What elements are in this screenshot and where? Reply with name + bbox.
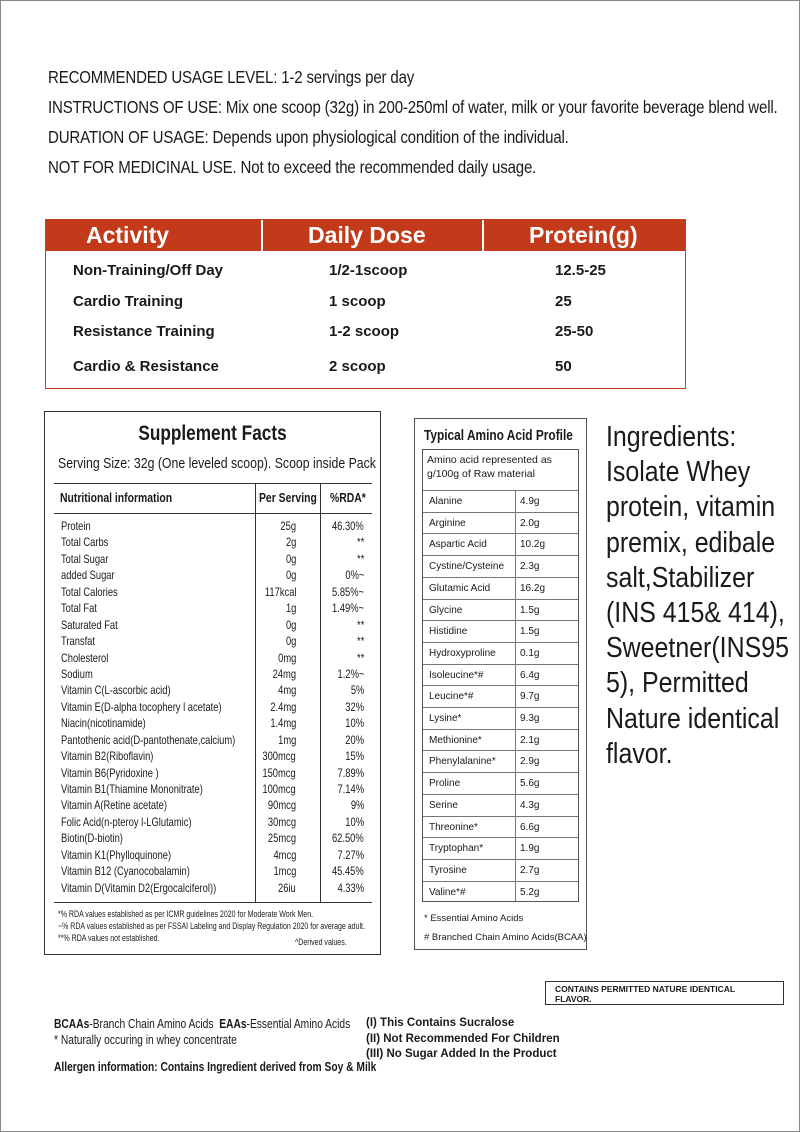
rda-value: 4.33% (337, 880, 364, 895)
amino-name: Hydroxyproline (429, 647, 496, 659)
nutrient-name: Total Calories (61, 584, 118, 599)
nutrition-row (54, 600, 372, 616)
per-serving-value: 0mg (277, 650, 296, 665)
nutrition-row (54, 682, 372, 698)
footer-notes (366, 1016, 560, 1063)
amino-value: 2.1g (520, 734, 540, 746)
ingredients-line: Nature identical (606, 702, 780, 735)
nutrition-row (54, 666, 372, 682)
nutrient-name: Total Carbs (61, 535, 109, 550)
nutrient-name: Cholesterol (61, 650, 109, 665)
amino-row (423, 859, 578, 882)
abbreviations-line (54, 1016, 376, 1032)
ingredients-line: 5), Permitted (606, 667, 749, 700)
nutrition-row (54, 567, 372, 583)
per-serving-value: 1.4mg (269, 716, 296, 731)
per-serving-value: 0g (285, 568, 296, 583)
contains-line: FLAVOR. (555, 994, 592, 1004)
ingredients-line: premix, edibale (606, 526, 776, 559)
nutrition-row (54, 830, 372, 846)
per-serving-value: 25mcg (267, 831, 296, 846)
amino-name: Tyrosine (429, 864, 467, 876)
per-serving-value: 2g (285, 535, 296, 550)
serving-size: Serving Size: 32g (One leveled scoop). Scoop inside Pack (58, 455, 376, 472)
ingredients-line: Isolate Whey (606, 456, 751, 489)
activity-name: Cardio Training (73, 293, 184, 310)
amino-row (423, 707, 578, 730)
duration-line: DURATION OF USAGE: Depends upon physiological condition of the individual. (48, 127, 569, 147)
no-sugar-note: (III) No Sugar Added In the Product (366, 1048, 557, 1060)
amino-acid-profile (414, 418, 587, 950)
rda-value: 1.2%~ (337, 666, 364, 681)
rda-footnote-icmr: *% RDA values established as per ICMR guidelines 2020 for Moderate Work Men. (58, 909, 314, 919)
header-rda: %RDA* (330, 490, 366, 505)
amino-row (423, 664, 578, 687)
eaa-abbr: EAAs (219, 1017, 247, 1031)
activity-protein: 50 (555, 358, 572, 375)
nutrient-name: Niacin(nicotinamide) (61, 716, 146, 731)
amino-value: 9.3g (520, 713, 540, 724)
nutrient-name: Saturated Fat (61, 617, 118, 632)
per-serving-value: 0g (285, 634, 296, 649)
nutrition-row (54, 814, 372, 830)
nutrient-name: Vitamin C(L-ascorbic acid) (61, 683, 171, 698)
bcaa-definition: -Branch Chain Amino Acids (89, 1017, 220, 1031)
amino-value: 2.0g (520, 517, 540, 529)
amino-value: 6.4g (520, 669, 540, 681)
amino-value: 10.2g (520, 539, 546, 551)
nutrition-row (54, 748, 372, 764)
activity-dose-table (45, 219, 686, 389)
rda-value: ** (356, 617, 364, 632)
per-serving-value: 117kcal (264, 584, 296, 599)
rda-footnote-fssai: ~% RDA values established as per FSSAI Labeling and Display Regulation 2020 for average adult. (58, 921, 365, 931)
nutrient-name: Total Fat (61, 601, 97, 616)
nutrition-row (54, 617, 372, 633)
supplement-facts-panel (44, 411, 381, 955)
amino-name: Alanine (429, 496, 463, 507)
amino-value: 5.6g (520, 778, 540, 790)
nutrient-name: Vitamin B6(Pyridoxine ) (61, 765, 159, 780)
rda-value: 0%~ (344, 568, 364, 583)
nutrition-row (54, 781, 372, 797)
nutrient-name: Biotin(D-biotin) (61, 831, 123, 846)
activity-name: Cardio & Resistance (73, 358, 219, 375)
header-nutritional-information: Nutritional information (60, 490, 173, 505)
amino-name: Cystine/Cysteine (429, 561, 505, 573)
amino-name: Methionine* (429, 734, 482, 746)
natural-whey-note: * Naturally occuring in whey concentrate (54, 1033, 237, 1047)
rda-value: 15% (345, 749, 364, 764)
amino-name: Glutamic Acid (429, 582, 491, 594)
nutrition-row (54, 847, 372, 863)
amino-name: Leucine*# (429, 691, 474, 703)
nutrition-row (54, 732, 372, 748)
amino-value: 2.7g (520, 864, 540, 876)
derived-values-note: ^Derived values. (295, 937, 347, 947)
per-serving-value: 100mcg (262, 782, 296, 796)
rda-value: 32% (345, 699, 364, 714)
per-serving-value: 2.4mg (269, 699, 296, 714)
divider (54, 513, 372, 514)
rda-value: 7.27% (337, 847, 364, 862)
amino-row (423, 555, 578, 578)
ingredients-line: (INS 415& 414), (606, 597, 785, 630)
amino-name: Serine (429, 799, 458, 811)
rda-value: 46.30% (332, 519, 364, 533)
eaa-definition: -Essential Amino Acids (246, 1017, 351, 1031)
divider (54, 483, 372, 484)
amino-row (423, 685, 578, 708)
ingredients-line: Sweetner(INS95 (606, 632, 789, 665)
amino-row (423, 642, 578, 665)
activity-protein: 25 (555, 293, 572, 310)
amino-name: Aspartic Acid (429, 539, 487, 551)
ingredients-line: flavor. (606, 737, 673, 770)
per-serving-value: 4mcg (273, 847, 296, 862)
activity-dose: 1/2-1scoop (329, 262, 408, 279)
per-serving-value: 150mcg (262, 765, 296, 780)
ingredients-line: salt,Stabilizer (606, 561, 755, 594)
rda-value: 1.49%~ (331, 601, 364, 616)
essential-note: * Essential Amino Acids (424, 913, 524, 924)
header-per-serving: Per Serving (259, 490, 317, 505)
activity-protein: 12.5-25 (555, 262, 606, 279)
nutrient-name: Protein (61, 519, 91, 533)
nutrition-row (54, 699, 372, 715)
amino-row (423, 772, 578, 795)
rda-value: ** (356, 634, 364, 649)
rda-value: 10% (345, 814, 364, 829)
nutrition-row (54, 551, 372, 567)
amino-row (423, 837, 578, 860)
amino-row (423, 816, 578, 839)
rda-value: 5% (350, 683, 364, 698)
nutrition-row (54, 797, 372, 813)
per-serving-value: 25g (280, 519, 296, 533)
amino-row (423, 750, 578, 773)
nutrient-name: Total Sugar (61, 551, 109, 566)
nutrition-row (54, 880, 372, 896)
divider (54, 902, 372, 903)
amino-value: 1.5g (520, 626, 540, 638)
header-protein: Protein(g) (482, 220, 685, 251)
activity-dose: 2 scoop (329, 358, 386, 375)
sucralose-note: (I) This Contains Sucralose (366, 1017, 515, 1029)
amino-name: Threonine* (429, 821, 478, 833)
amino-value: 5.2g (520, 886, 540, 898)
supplement-facts-title: Supplement Facts (138, 422, 287, 445)
allergen-information: Allergen information: Contains Ingredient derived from Soy & Milk (54, 1060, 377, 1074)
amino-row (423, 794, 578, 817)
rda-value: 5.85%~ (331, 584, 364, 599)
nutrition-row (54, 765, 372, 781)
rda-value: 7.89% (337, 765, 364, 780)
per-serving-value: 30mcg (267, 814, 296, 829)
contains-line: CONTAINS PERMITTED NATURE IDENTICAL (555, 984, 736, 994)
amino-value: 6.6g (520, 821, 540, 833)
amino-subtitle (427, 453, 552, 481)
amino-row (423, 490, 578, 513)
amino-value: 9.7g (520, 691, 540, 703)
per-serving-value: 1mg (277, 732, 296, 747)
per-serving-value: 0g (285, 551, 296, 566)
amino-row (423, 620, 578, 643)
amino-value: 2.9g (520, 756, 540, 768)
nutrition-row (54, 633, 372, 649)
header-activity: Activity (86, 222, 170, 248)
rda-value: 10% (345, 716, 364, 731)
nutrition-row (54, 534, 372, 550)
amino-name: Tryptophan* (429, 843, 484, 855)
amino-row (423, 577, 578, 600)
rda-value: ** (356, 551, 364, 566)
per-serving-value: 0g (285, 617, 296, 632)
rda-value: ** (356, 650, 364, 665)
rda-value: 62.50% (332, 831, 364, 846)
amino-row (423, 533, 578, 556)
instructions-line: INSTRUCTIONS OF USE: Mix one scoop (32g) in 200-250ml of water, milk or your favorite beverage blend well. (48, 97, 778, 117)
nutrition-row (54, 650, 372, 666)
rda-value: 7.14% (337, 782, 364, 796)
per-serving-value: 1g (285, 601, 296, 616)
nutrition-row (54, 584, 372, 600)
amino-row (423, 512, 578, 535)
nutrition-rows (54, 518, 372, 896)
nutrition-row (54, 715, 372, 731)
nutrient-name: Pantothenic acid(D-pantothenate,calcium) (61, 732, 236, 747)
rda-footnote-not-established: **% RDA values not established. (58, 933, 160, 943)
amino-value: 0.1g (520, 647, 540, 659)
amino-value: 4.3g (520, 799, 540, 811)
nutrient-name: Folic Acid(n-pteroy l-LGlutamic) (61, 814, 192, 829)
rda-value: 20% (345, 732, 364, 747)
contains-flavor-box (545, 981, 784, 1005)
amino-subtitle-line: g/100g of Raw material (427, 468, 535, 480)
header-daily-dose: Daily Dose (261, 220, 482, 251)
activity-name: Non-Training/Off Day (73, 262, 223, 279)
nutrition-row (54, 863, 372, 879)
nutrient-name: Vitamin D(Vitamin D2(Ergocalciferol)) (61, 880, 217, 895)
usage-level-line: RECOMMENDED USAGE LEVEL: 1-2 servings per day (48, 67, 415, 87)
amino-name: Valine*# (429, 886, 466, 898)
amino-name: Lysine* (429, 713, 462, 724)
ingredients-line: Ingredients: (606, 421, 737, 453)
amino-row (423, 881, 578, 904)
per-serving-value: 24mg (272, 666, 296, 681)
rda-value: ** (356, 535, 364, 550)
bcaa-note: # Branched Chain Amino Acids(BCAA) (424, 932, 587, 943)
rda-value: 9% (350, 798, 364, 813)
amino-name: Histidine (429, 626, 468, 638)
amino-value: 1.9g (520, 843, 540, 855)
bcaa-abbr: BCAAs (54, 1017, 90, 1031)
amino-name: Arginine (429, 517, 466, 529)
amino-value: 16.2g (520, 582, 546, 594)
amino-name: Phenylalanine* (429, 756, 496, 768)
usage-instructions (48, 62, 778, 182)
per-serving-value: 90mcg (267, 798, 296, 813)
per-serving-value: 300mcg (262, 749, 296, 764)
ingredients-line: protein, vitamin (606, 491, 776, 524)
rda-value: 45.45% (332, 864, 364, 879)
nutrient-name: Vitamin A(Retine acetate) (61, 798, 167, 813)
amino-value: 1.5g (520, 604, 540, 616)
nutrient-name: Vitamin B2(Riboflavin) (61, 749, 154, 764)
amino-name: Proline (429, 778, 461, 790)
nutrient-name: Vitamin K1(Phylloquinone) (61, 847, 172, 862)
amino-value: 2.3g (520, 561, 540, 573)
per-serving-value: 1mcg (273, 864, 296, 879)
amino-name: Isoleucine*# (429, 669, 484, 681)
amino-row (423, 729, 578, 752)
nutrient-name: added Sugar (61, 568, 115, 583)
nutrient-name: Vitamin E(D-alpha tocophery l acetate) (61, 699, 222, 714)
activity-protein: 25-50 (555, 323, 594, 340)
activity-dose: 1 scoop (329, 293, 386, 310)
nutrition-row (54, 518, 372, 534)
nutrient-name: Vitamin B1(Thiamine Mononitrate) (61, 782, 203, 796)
amino-name: Glycine (429, 604, 463, 616)
amino-value: 4.9g (520, 496, 540, 507)
nutrient-name: Vitamin B12 (Cyanocobalamin) (61, 864, 190, 879)
nutrient-name: Sodium (61, 666, 93, 681)
ingredients-text (606, 420, 789, 772)
activity-table-header (46, 220, 685, 251)
amino-table (422, 449, 579, 902)
amino-subtitle-line: Amino acid represented as (427, 454, 552, 466)
nutrient-name: Transfat (61, 634, 95, 649)
amino-row (423, 599, 578, 622)
per-serving-value: 4mg (277, 683, 296, 698)
children-note: (II) Not Recommended For Children (366, 1032, 560, 1045)
amino-title: Typical Amino Acid Profile (424, 428, 573, 444)
activity-name: Resistance Training (73, 323, 215, 340)
medicinal-warning-line: NOT FOR MEDICINAL USE. Not to exceed the recommended daily usage. (48, 157, 537, 177)
per-serving-value: 26iu (278, 880, 296, 895)
activity-dose: 1-2 scoop (329, 323, 400, 340)
